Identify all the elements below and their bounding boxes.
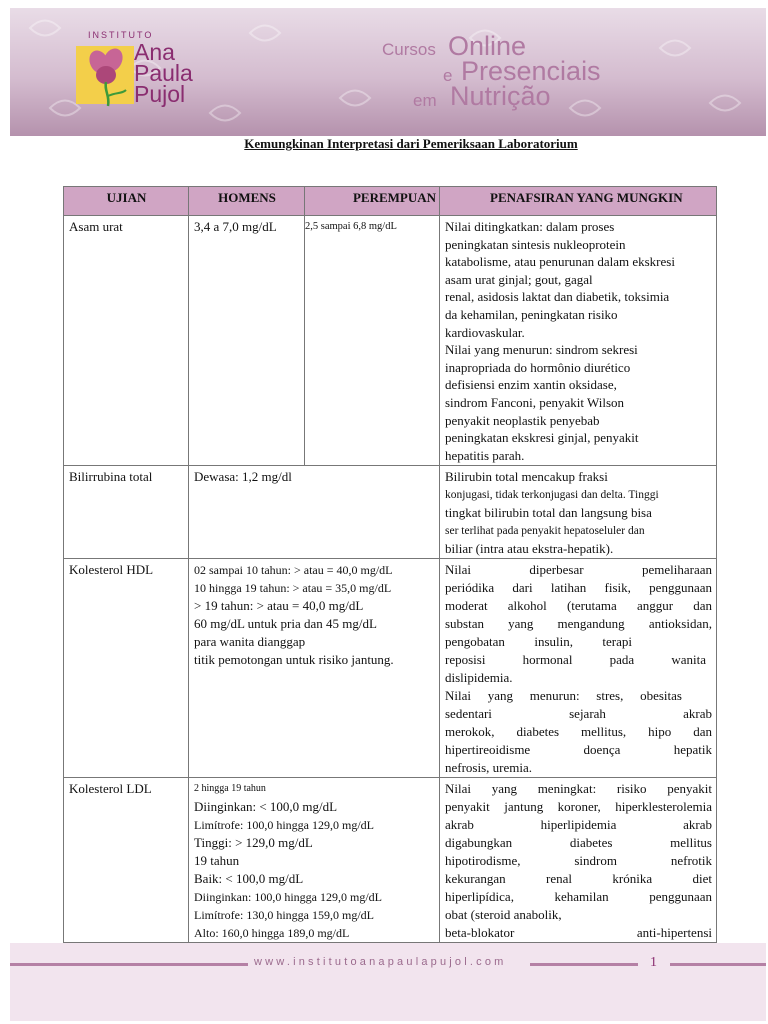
interpretation-line: katabolisme, atau penurunan dalam ekskresi <box>445 254 675 270</box>
interpretation-line: nefrosis, uremia. <box>445 760 533 775</box>
page-number: 1 <box>650 955 657 970</box>
interpretation-line: sedentari sejarah akrab <box>445 706 712 721</box>
footer-divider-middle <box>530 963 638 966</box>
interpretation-line: konjugasi, tidak terkonjugasi dan delta. Tinggi <box>445 489 659 501</box>
reference-line: 10 hingga 19 tahun: > atau = 35,0 mg/dL <box>194 581 392 595</box>
tagline-word: Presenciais <box>461 56 601 86</box>
reference-line: 2 hingga 19 tahun <box>194 783 266 794</box>
header-banner <box>10 8 766 136</box>
interpretation-line: peningkatan sintesis nukleoprotein <box>445 236 626 252</box>
homens-value: 3,4 a 7,0 mg/dL <box>189 216 305 466</box>
reference-line: Diinginkan: 100,0 hingga 129,0 mg/dL <box>194 890 382 904</box>
interpretation-line: kardiovaskular. <box>445 324 525 340</box>
reference-line: 19 tahun <box>194 853 240 868</box>
reference-value <box>189 559 440 778</box>
reference-line: Tinggi: > 129,0 mg/dL <box>194 835 313 850</box>
interpretation-cell <box>440 216 717 466</box>
reference-line: Alto: 160,0 hingga 189,0 mg/dL <box>194 926 350 940</box>
logo-instituto-text: INSTITUTO <box>88 30 154 40</box>
interpretation-line: beta-blokator anti-hipertensi <box>445 925 712 940</box>
reference-line: 02 sampai 10 tahun: > atau = 40,0 mg/dL <box>194 563 393 577</box>
interpretation-line: peningkatan ekskresi ginjal, penyakit <box>445 430 639 446</box>
reference-line: titik pemotongan untuk risiko jantung. <box>194 652 394 667</box>
interpretation-line: penyakit jantung koroner, hiperklesterolemia <box>445 799 712 814</box>
reference-line: Limítrofe: 130,0 hingga 159,0 mg/dL <box>194 908 374 922</box>
footer-website-link[interactable]: www.institutoanapaulapujol.com <box>254 956 507 968</box>
table-row <box>64 559 717 778</box>
interpretation-line: akrab hiperlipidemia akrab <box>445 817 712 832</box>
test-name: Kolesterol LDL <box>64 778 189 943</box>
interpretation-line: dislipidemia. <box>445 670 513 685</box>
interpretation-line: penyakit neoplastik penyebab <box>445 412 600 428</box>
flower-logo-icon <box>82 42 132 108</box>
interpretation-line: tingkat bilirubin total dan langsung bisa <box>445 505 652 520</box>
interpretation-line: Nilai yang meningkat: risiko penyakit <box>445 781 712 796</box>
reference-line: para wanita dianggap <box>194 634 306 649</box>
test-name: Bilirrubina total <box>64 466 189 559</box>
table-row <box>64 466 717 559</box>
table-header-row <box>64 187 717 216</box>
interpretation-line: biliar (intra atau ekstra-hepatik). <box>445 541 614 556</box>
reference-line: > 19 tahun: > atau = 40,0 mg/dL <box>194 598 364 613</box>
interpretation-line: substan yang mengandung antioksidan, <box>445 616 712 631</box>
reference-line: Baik: < 100,0 mg/dL <box>194 871 304 886</box>
reference-line: Diinginkan: < 100,0 mg/dL <box>194 799 338 814</box>
interpretation-line: asam urat ginjal; gout, gagal <box>445 271 593 287</box>
column-header-ujian: UJIAN <box>64 187 189 216</box>
perempuan-value: 2,5 sampai 6,8 mg/dL <box>305 216 440 466</box>
interpretation-line: hipertireoidisme doença hepatik <box>445 742 712 757</box>
logo-name-line3: Pujol <box>134 81 186 107</box>
interpretation-line: merokok, diabetes mellitus, hipo dan <box>445 724 712 739</box>
interpretation-line: Nilai diperbesar pemeliharaan <box>445 562 712 577</box>
interpretation-line: kekurangan renal krónika diet <box>445 871 712 886</box>
interpretation-line: Nilai yang menurun: sindrom sekresi <box>445 342 638 358</box>
tagline-word: em <box>413 91 437 110</box>
test-name: Asam urat <box>64 216 189 466</box>
logo-name-line2: Paula <box>134 60 193 86</box>
interpretation-line: reposisi hormonal pada wanita <box>445 652 706 667</box>
interpretation-line: Bilirubin total mencakup fraksi <box>445 469 608 484</box>
interpretation-line: digabungkan diabetes mellitus <box>445 835 712 850</box>
document-title: Kemungkinan Interpretasi dari Pemeriksaan Laboratorium <box>244 136 578 151</box>
column-header-penafsiran: PENAFSIRAN YANG MUNGKIN <box>440 187 717 216</box>
page-footer <box>10 943 766 1021</box>
reference-value <box>189 778 440 943</box>
lab-results-table <box>63 186 717 943</box>
tagline-word: e <box>443 66 453 85</box>
interpretation-line: da kehamilan, peningkatan risiko <box>445 306 618 322</box>
interpretation-line: ser terlihat pada penyakit hepatoseluler dan <box>445 525 645 537</box>
table-row <box>64 778 717 943</box>
interpretation-line: moderat alkohol (terutama anggur dan <box>445 598 712 613</box>
column-header-perempuan: PEREMPUAN <box>305 187 440 216</box>
interpretation-line: pengobatan insulin, terapi <box>445 634 632 649</box>
column-header-homens: HOMENS <box>189 187 305 216</box>
interpretation-line: sindrom Fanconi, penyakit Wilson <box>445 394 625 410</box>
table-row <box>64 216 717 466</box>
test-name: Kolesterol HDL <box>64 559 189 778</box>
interpretation-line: renal, asidosis laktat dan diabetik, toksimia <box>445 289 670 305</box>
tagline-word: Online <box>448 31 527 61</box>
interpretation-line: Nilai ditingkatkan: dalam proses <box>445 219 615 234</box>
footer-divider-right <box>670 963 766 966</box>
interpretation-line: inapropriada do hormônio diurético <box>445 359 631 375</box>
tagline-word: Nutrição <box>450 81 551 111</box>
interpretation-line: defisiensi enzim xantin oksidase, <box>445 377 617 393</box>
interpretation-line: hiperlipídica, kehamilan penggunaan <box>445 889 712 904</box>
tagline-word: Cursos <box>382 40 436 59</box>
reference-value: Dewasa: 1,2 mg/dl <box>189 466 440 559</box>
reference-line: Limítrofe: 100,0 hingga 129,0 mg/dL <box>194 818 374 832</box>
interpretation-cell <box>440 559 717 778</box>
interpretation-line: Nilai yang menurun: stres, obesitas <box>445 688 682 703</box>
interpretation-line: periódika dari latihan fisik, penggunaan <box>445 580 712 595</box>
footer-divider-left <box>10 963 248 966</box>
interpretation-line: hipotirodisme, sindrom nefrotik <box>445 853 712 868</box>
interpretation-cell <box>440 778 717 943</box>
reference-line: 60 mg/dL untuk pria dan 45 mg/dL <box>194 616 377 631</box>
interpretation-cell <box>440 466 717 559</box>
logo-name-line1: Ana <box>134 39 175 65</box>
interpretation-line: hepatitis parah. <box>445 447 525 463</box>
interpretation-line: obat (steroid anabolik, <box>445 907 562 922</box>
